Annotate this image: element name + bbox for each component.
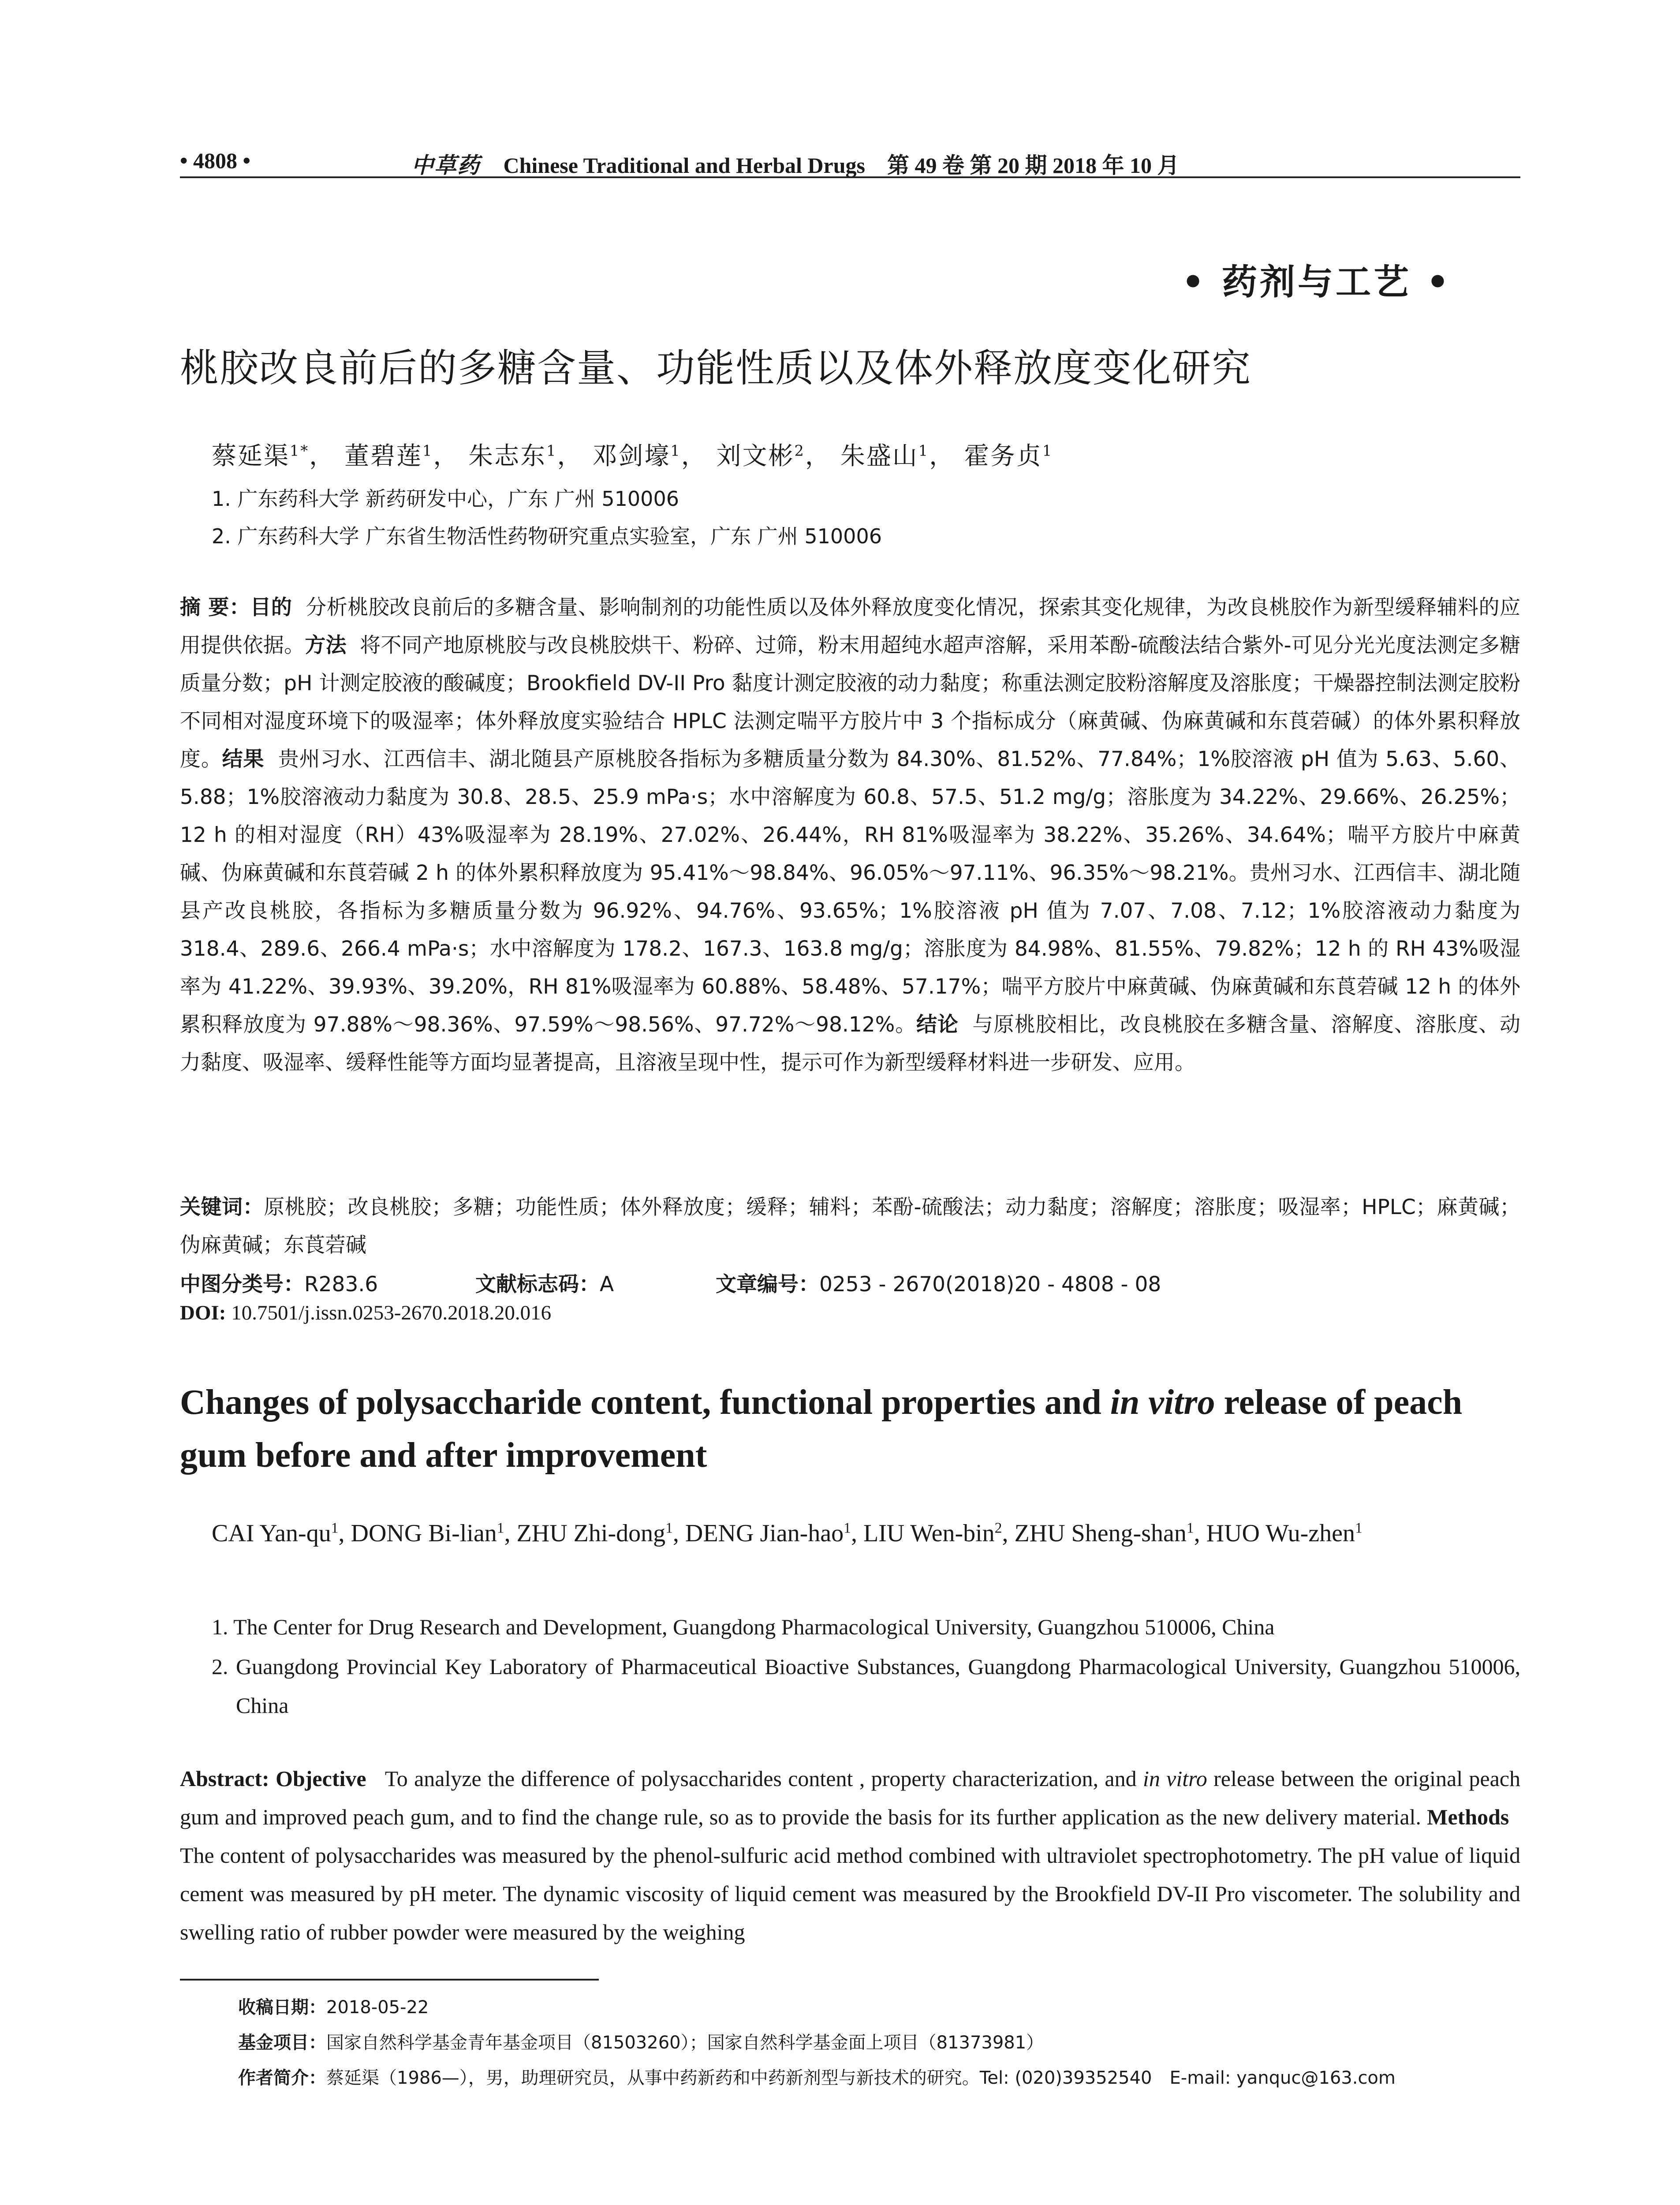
abstract-en-label: Abstract: bbox=[180, 1766, 269, 1791]
keywords-cn bbox=[180, 1188, 1520, 1264]
author-sup: 2 bbox=[994, 1520, 1002, 1536]
objective-en-italic: in vitro bbox=[1142, 1766, 1207, 1791]
results-text: 贵州习水、江西信丰、湖北随县产原桃胶各指标为多糖质量分数为 84.30%、81.52%、77.84%；1%胶溶液 pH 值为 5.63、5.60、5.88；1%胶溶液动力黏度为 30.8、28.5、25.9 mPa·s；水中溶解度为 60.8、57.5、51.2 mg/g；溶胀度为 34.22%、29.66%、26.25%；12 h 的相对湿度（RH）43%吸湿率为 28.19%、27.02%、26.44%，RH 81%吸湿率为 38.22%、35.26%、34.64%；喘平方胶片中麻黄碱、伪麻黄碱和东莨菪碱 2 h 的体外累积释放度为 95.41%～98.84%、96.05%～97.11%、96.35%～98.21%。贵州习水、江西信丰、湖北随县产改良桃胶，各指标为多糖质量分数为 96.92%、94.76%、93.65%；1%胶溶液 pH 值为 7.07、7.08、7.12；1%胶溶液动力黏度为 318.4、289.6、266.4 mPa·s；水中溶解度为 178.2、167.3、163.8 mg/g；溶胀度为 84.98%、81.55%、79.82%；12 h 的 RH 43%吸湿率为 41.22%、39.93%、39.20%，RH 81%吸湿率为 60.88%、58.48%、57.17%；喘平方胶片中麻黄碱、伪麻黄碱和东莨菪碱 12 h 的体外累积释放度为 97.88%～98.36%、97.59%～98.56%、97.72%～98.12%。 bbox=[180, 747, 1521, 1037]
author-cn: 邓剑壕 bbox=[592, 442, 671, 471]
clc-label: 中图分类号： bbox=[180, 1272, 304, 1297]
footnote-text: 2018-05-22 bbox=[326, 1997, 429, 2018]
methods-text: 将不同产地原桃胶与改良桃胶烘干、粉碎、过筛，粉末用超纯水超声溶解，采用苯酚-硫酸法结合紫外-可见分光光度法测定多糖质量分数；pH 计测定胶液的酸碱度；Brookfield DV-II Pro 黏度计测定胶液的动力黏度；称重法测定胶粉溶解度及溶胀度；干燥器控制法测定胶粉不同相对湿度环境下的吸湿率；体外释放度实验结合 HPLC 法测定喘平方胶片中 3 个指标成分（麻黄碱、伪麻黄碱和东莨菪碱）的体外累积释放度。 bbox=[180, 633, 1521, 771]
author-sup: 1 bbox=[844, 1520, 851, 1536]
abstract-en bbox=[180, 1760, 1520, 1951]
affiliation-en-1: 1. The Center for Drug Research and Development, Guangdong Pharmacological University, Guangzhou 510006, China bbox=[212, 1615, 1275, 1639]
footnote-label: 收稿日期： bbox=[238, 1997, 326, 2018]
author-en: ZHU Sheng-shan bbox=[1014, 1520, 1187, 1547]
objective-en-label: Objective bbox=[276, 1766, 366, 1791]
author-cn: 霍务贞 bbox=[964, 442, 1042, 471]
affiliation-en-2 bbox=[212, 1647, 1520, 1725]
footnote-text: 蔡延渠（1986—），男，助理研究员，从事中药新药和中药新剂型与新技术的研究。Tel: (020)39352540 E-mail: yanquc@163.com bbox=[326, 2068, 1396, 2088]
keywords-label: 关键词： bbox=[180, 1195, 264, 1219]
classification-line bbox=[180, 1268, 1161, 1297]
doi-label: DOI: bbox=[180, 1301, 226, 1324]
author-sup: 1 bbox=[1355, 1520, 1363, 1536]
journal-name-en: Chinese Traditional and Herbal Drugs bbox=[503, 153, 865, 178]
header-rule bbox=[180, 176, 1520, 178]
objective-text: 分析桃胶改良前后的多糖含量、影响制剂的功能性质以及体外释放度变化情况，探索其变化规律，为改良桃胶作为新型缓释辅料的应用提供依据。 bbox=[180, 595, 1520, 658]
title-en-italic: in vitro bbox=[1110, 1383, 1215, 1422]
footnote-text: 国家自然科学基金青年基金项目（81503260）；国家自然科学基金面上项目（81373981） bbox=[326, 2033, 1044, 2053]
author-sup: 1 bbox=[422, 442, 433, 460]
methods-en-text: The content of polysaccharides was measured by the phenol-sulfuric acid method combined with ultraviolet spectrophotometry. The pH value of liquid cement was measured by pH meter. The dynamic viscosity of liquid cement was measured by the Brookfield DV-II Pro viscometer. The solubility and swelling ratio of rubber powder were measured by the weighing bbox=[180, 1843, 1520, 1944]
author-sup: 1 bbox=[670, 442, 681, 460]
affiliation-cn-1: 1. 广东药科大学 新药研发中心，广东 广州 510006 bbox=[212, 487, 679, 511]
section-label: • 药剂与工艺 • bbox=[1182, 261, 1452, 303]
article-no-value: 0253 - 2670(2018)20 - 4808 - 08 bbox=[819, 1272, 1161, 1297]
abstract-label: 摘 要： bbox=[180, 595, 250, 620]
footnote-author bbox=[238, 2064, 1396, 2089]
author-en: LIU Wen-bin bbox=[863, 1520, 995, 1547]
footnote-funding bbox=[238, 2029, 1044, 2054]
author-sup: 1 bbox=[1186, 1520, 1194, 1536]
journal-issue: 第 49 卷 第 20 期 2018 年 10 月 bbox=[887, 153, 1180, 178]
objective-en-text: To analyze the difference of polysaccharides content , property characterization, and bbox=[385, 1766, 1143, 1791]
title-en-part: release of peach gum before and after improvement bbox=[180, 1383, 1463, 1475]
footnote-received bbox=[238, 1993, 429, 2018]
author-sup: 1 bbox=[497, 1520, 504, 1536]
conclusion-text: 与原桃胶相比，改良桃胶在多糖含量、溶解度、溶胀度、动力黏度、吸湿率、缓释性能等方面均显著提高，且溶液呈现中性，提示可作为新型缓释材料进一步研发、应用。 bbox=[180, 1013, 1521, 1075]
author-en: DENG Jian-hao bbox=[685, 1520, 844, 1547]
author-sup: 1 bbox=[546, 442, 557, 460]
authors-cn: 蔡延渠$^{1*}$， 董碧莲$^1$， 朱志东$^1$， 邓剑壕$^1$， 刘文彬$^2$， 朱盛山$^1$， 霍务贞$^1$ bbox=[212, 442, 1053, 471]
methods-en-label: Methods bbox=[1427, 1805, 1509, 1829]
author-cn: 朱盛山 bbox=[840, 442, 918, 471]
author-cn: 蔡延渠 bbox=[212, 442, 290, 471]
title-en-part: Changes of polysaccharide content, functional properties and bbox=[180, 1383, 1110, 1422]
objective-label: 目的 bbox=[250, 595, 292, 620]
author-sup: 1 bbox=[918, 442, 930, 460]
author-sup: 2 bbox=[794, 442, 805, 460]
doc-code-label: 文献标志码： bbox=[475, 1272, 600, 1297]
author-cn: 董碧莲 bbox=[344, 442, 422, 471]
author-sup: 1 bbox=[1042, 442, 1053, 460]
author-en: CAI Yan-qu bbox=[212, 1520, 331, 1547]
author-sup: 1 bbox=[331, 1520, 339, 1536]
conclusion-label: 结论 bbox=[916, 1013, 959, 1037]
footnote-label: 作者简介： bbox=[238, 2068, 326, 2088]
methods-label: 方法 bbox=[305, 633, 347, 658]
results-label: 结果 bbox=[222, 747, 265, 771]
keywords-text: 原桃胶；改良桃胶；多糖；功能性质；体外释放度；缓释；辅料；苯酚-硫酸法；动力黏度；溶解度；溶胀度；吸湿率；HPLC；麻黄碱；伪麻黄碱；东莨菪碱 bbox=[180, 1195, 1520, 1257]
page-number: • 4808 • bbox=[180, 148, 251, 173]
author-en: ZHU Zhi-dong bbox=[516, 1520, 666, 1547]
abstract-cn bbox=[180, 589, 1520, 1082]
title-cn: 桃胶改良前后的多糖含量、功能性质以及体外释放度变化研究 bbox=[180, 345, 1252, 391]
author-sup: 1* bbox=[290, 442, 310, 460]
doc-code-value: A bbox=[600, 1272, 614, 1297]
footnote-rule bbox=[180, 1979, 599, 1981]
objective-en-text-b: release between the original peach gum and improved peach gum, and to find the change rule, so as to provide the basis for its further application as the new delivery material. bbox=[180, 1766, 1521, 1829]
authors-en: CAI Yan-$qu^1$, DONG Bi-lian$^1$, ZHU Zhi-dong$^1$, DENG Jian-hao$^1$, LIU Wen-bin$^2$, ZHU Sheng-shan$^1$, HUO Wu-zhen$^1$ bbox=[212, 1520, 1363, 1547]
author-sup: 1 bbox=[665, 1520, 673, 1536]
clc-value: R283.6 bbox=[304, 1272, 378, 1297]
author-en: DONG Bi-lian bbox=[351, 1520, 497, 1547]
journal-info bbox=[411, 148, 1179, 179]
author-en: HUO Wu-zhen bbox=[1206, 1520, 1355, 1547]
doi-line bbox=[180, 1301, 551, 1325]
footnote-label: 基金项目： bbox=[238, 2033, 326, 2053]
author-cn: 朱志东 bbox=[468, 442, 547, 471]
title-en bbox=[180, 1376, 1520, 1482]
affiliation-cn-2: 2. 广东药科大学 广东省生物活性药物研究重点实验室，广东 广州 510006 bbox=[212, 524, 882, 548]
running-header bbox=[180, 139, 1520, 179]
author-cn: 刘文彬 bbox=[716, 442, 795, 471]
doi-value[interactable]: 10.7501/j.issn.0253-2670.2018.20.016 bbox=[231, 1301, 552, 1324]
journal-name-cn: 中草药 bbox=[411, 152, 480, 178]
affiliation-en-2-text: 2. Guangdong Provincial Key Laboratory of Pharmaceutical Bioactive Substances, Guangdong Pharmacological University, Guangzhou 510006, China bbox=[212, 1654, 1520, 1718]
article-no-label: 文章编号： bbox=[716, 1272, 819, 1297]
